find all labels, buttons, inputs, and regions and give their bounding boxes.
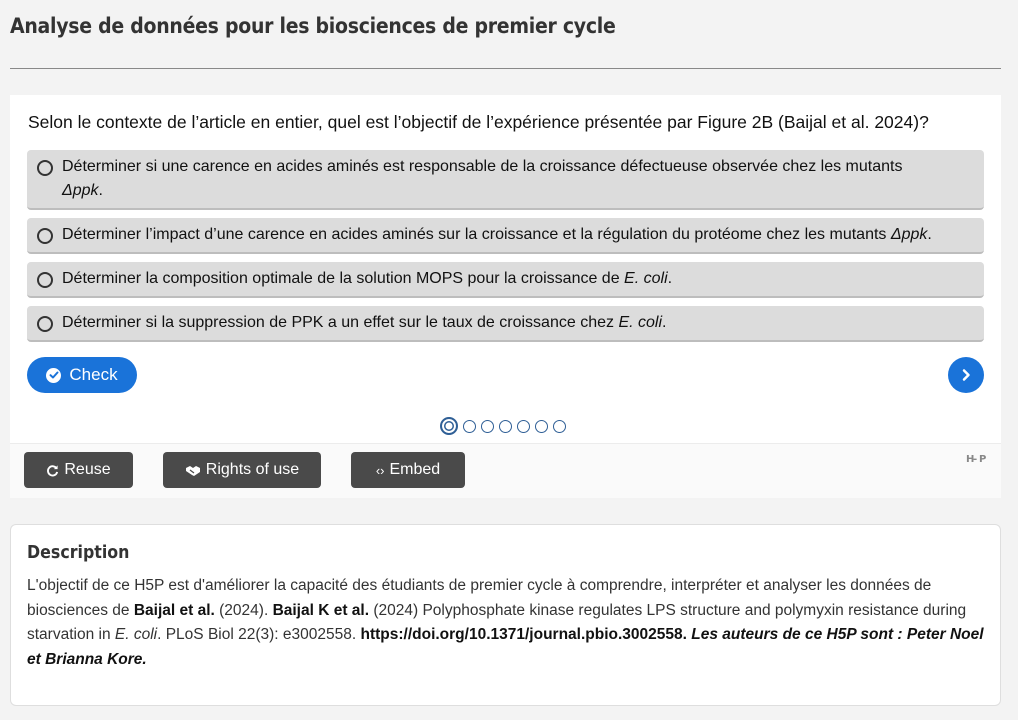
answer-option-4[interactable] — [27, 306, 984, 342]
check-button[interactable] — [27, 357, 137, 393]
answer-option-label: Déterminer l’impact d’une carence en acides aminés sur la croissance et la régulation du protéome chez les mutants Δppk. — [62, 226, 932, 243]
description-text: L'objectif de ce H5P est d'améliorer la capacité des étudiants de premier cycle à comprendre, interpréter et analyser les données de biosciences de Baijal et al. (2024). Baijal K et al. (2024) Polyphosphate kinase regulates LPS structure and polymyxin resistance during starvation in E. coli. PLoS Biol 22(3): e3002558. https://doi.org/10.1371/journal.pbio.3002558. Les auteurs de ce H5P sont : Peter Noel et Brianna Kore. — [27, 577, 984, 668]
answer-option-2[interactable] — [27, 218, 984, 254]
embed-button[interactable] — [351, 452, 465, 488]
h5p-logo[interactable] — [966, 452, 988, 467]
answer-option-label: Déterminer si la suppression de PPK a un effet sur le taux de croissance chez E. coli. — [62, 314, 667, 331]
check-button-label: Check — [69, 365, 118, 384]
svg-text:H: H — [966, 454, 974, 464]
h5p-actions-bar — [10, 443, 1001, 498]
next-button[interactable] — [948, 357, 984, 393]
chevron-right-icon — [959, 368, 973, 382]
title-divider — [10, 68, 1001, 69]
progress-dots — [440, 416, 566, 436]
progress-dot[interactable] — [440, 417, 458, 435]
answer-option-label: Déterminer la composition optimale de la solution MOPS pour la croissance de E. coli. — [62, 270, 673, 287]
page-title: Analyse de données pour les biosciences de premier cycle — [10, 14, 616, 38]
doi-link[interactable]: https://doi.org/10.1371/journal.pbio.3002558. — [360, 626, 687, 643]
reuse-button[interactable] — [24, 452, 133, 488]
code-icon: ‹› — [375, 462, 385, 478]
description-card — [10, 524, 1001, 706]
handshake-icon — [185, 464, 201, 477]
radio-icon[interactable] — [37, 228, 53, 244]
radio-icon[interactable] — [37, 160, 53, 176]
reuse-label: Reuse — [64, 461, 111, 478]
rights-of-use-button[interactable] — [163, 452, 321, 488]
embed-label: Embed — [389, 461, 441, 478]
check-circle-icon — [46, 368, 61, 383]
rights-of-use-label: Rights of use — [205, 461, 300, 478]
question-text: Selon le contexte de l’article en entier, quel est l’objectif de l’expérience présentée par Figure 2B (Baijal et al. 2024)? — [28, 112, 929, 132]
progress-dot[interactable] — [535, 420, 548, 433]
progress-dot[interactable] — [463, 420, 476, 433]
h5p-quiz-card — [10, 95, 1001, 498]
radio-icon[interactable] — [37, 272, 53, 288]
progress-dot[interactable] — [517, 420, 530, 433]
svg-text:P: P — [979, 454, 986, 464]
refresh-icon — [46, 464, 59, 477]
radio-icon[interactable] — [37, 316, 53, 332]
progress-dot[interactable] — [553, 420, 566, 433]
svg-text:-: - — [973, 454, 977, 464]
description-heading: Description — [27, 542, 130, 563]
answer-option-3[interactable] — [27, 262, 984, 298]
answer-option-1[interactable] — [27, 150, 984, 210]
progress-dot[interactable] — [499, 420, 512, 433]
progress-dot[interactable] — [481, 420, 494, 433]
answer-option-label: Déterminer si une carence en acides aminés est responsable de la croissance défectueuse observée chez les mutants Δppk. — [62, 158, 903, 199]
